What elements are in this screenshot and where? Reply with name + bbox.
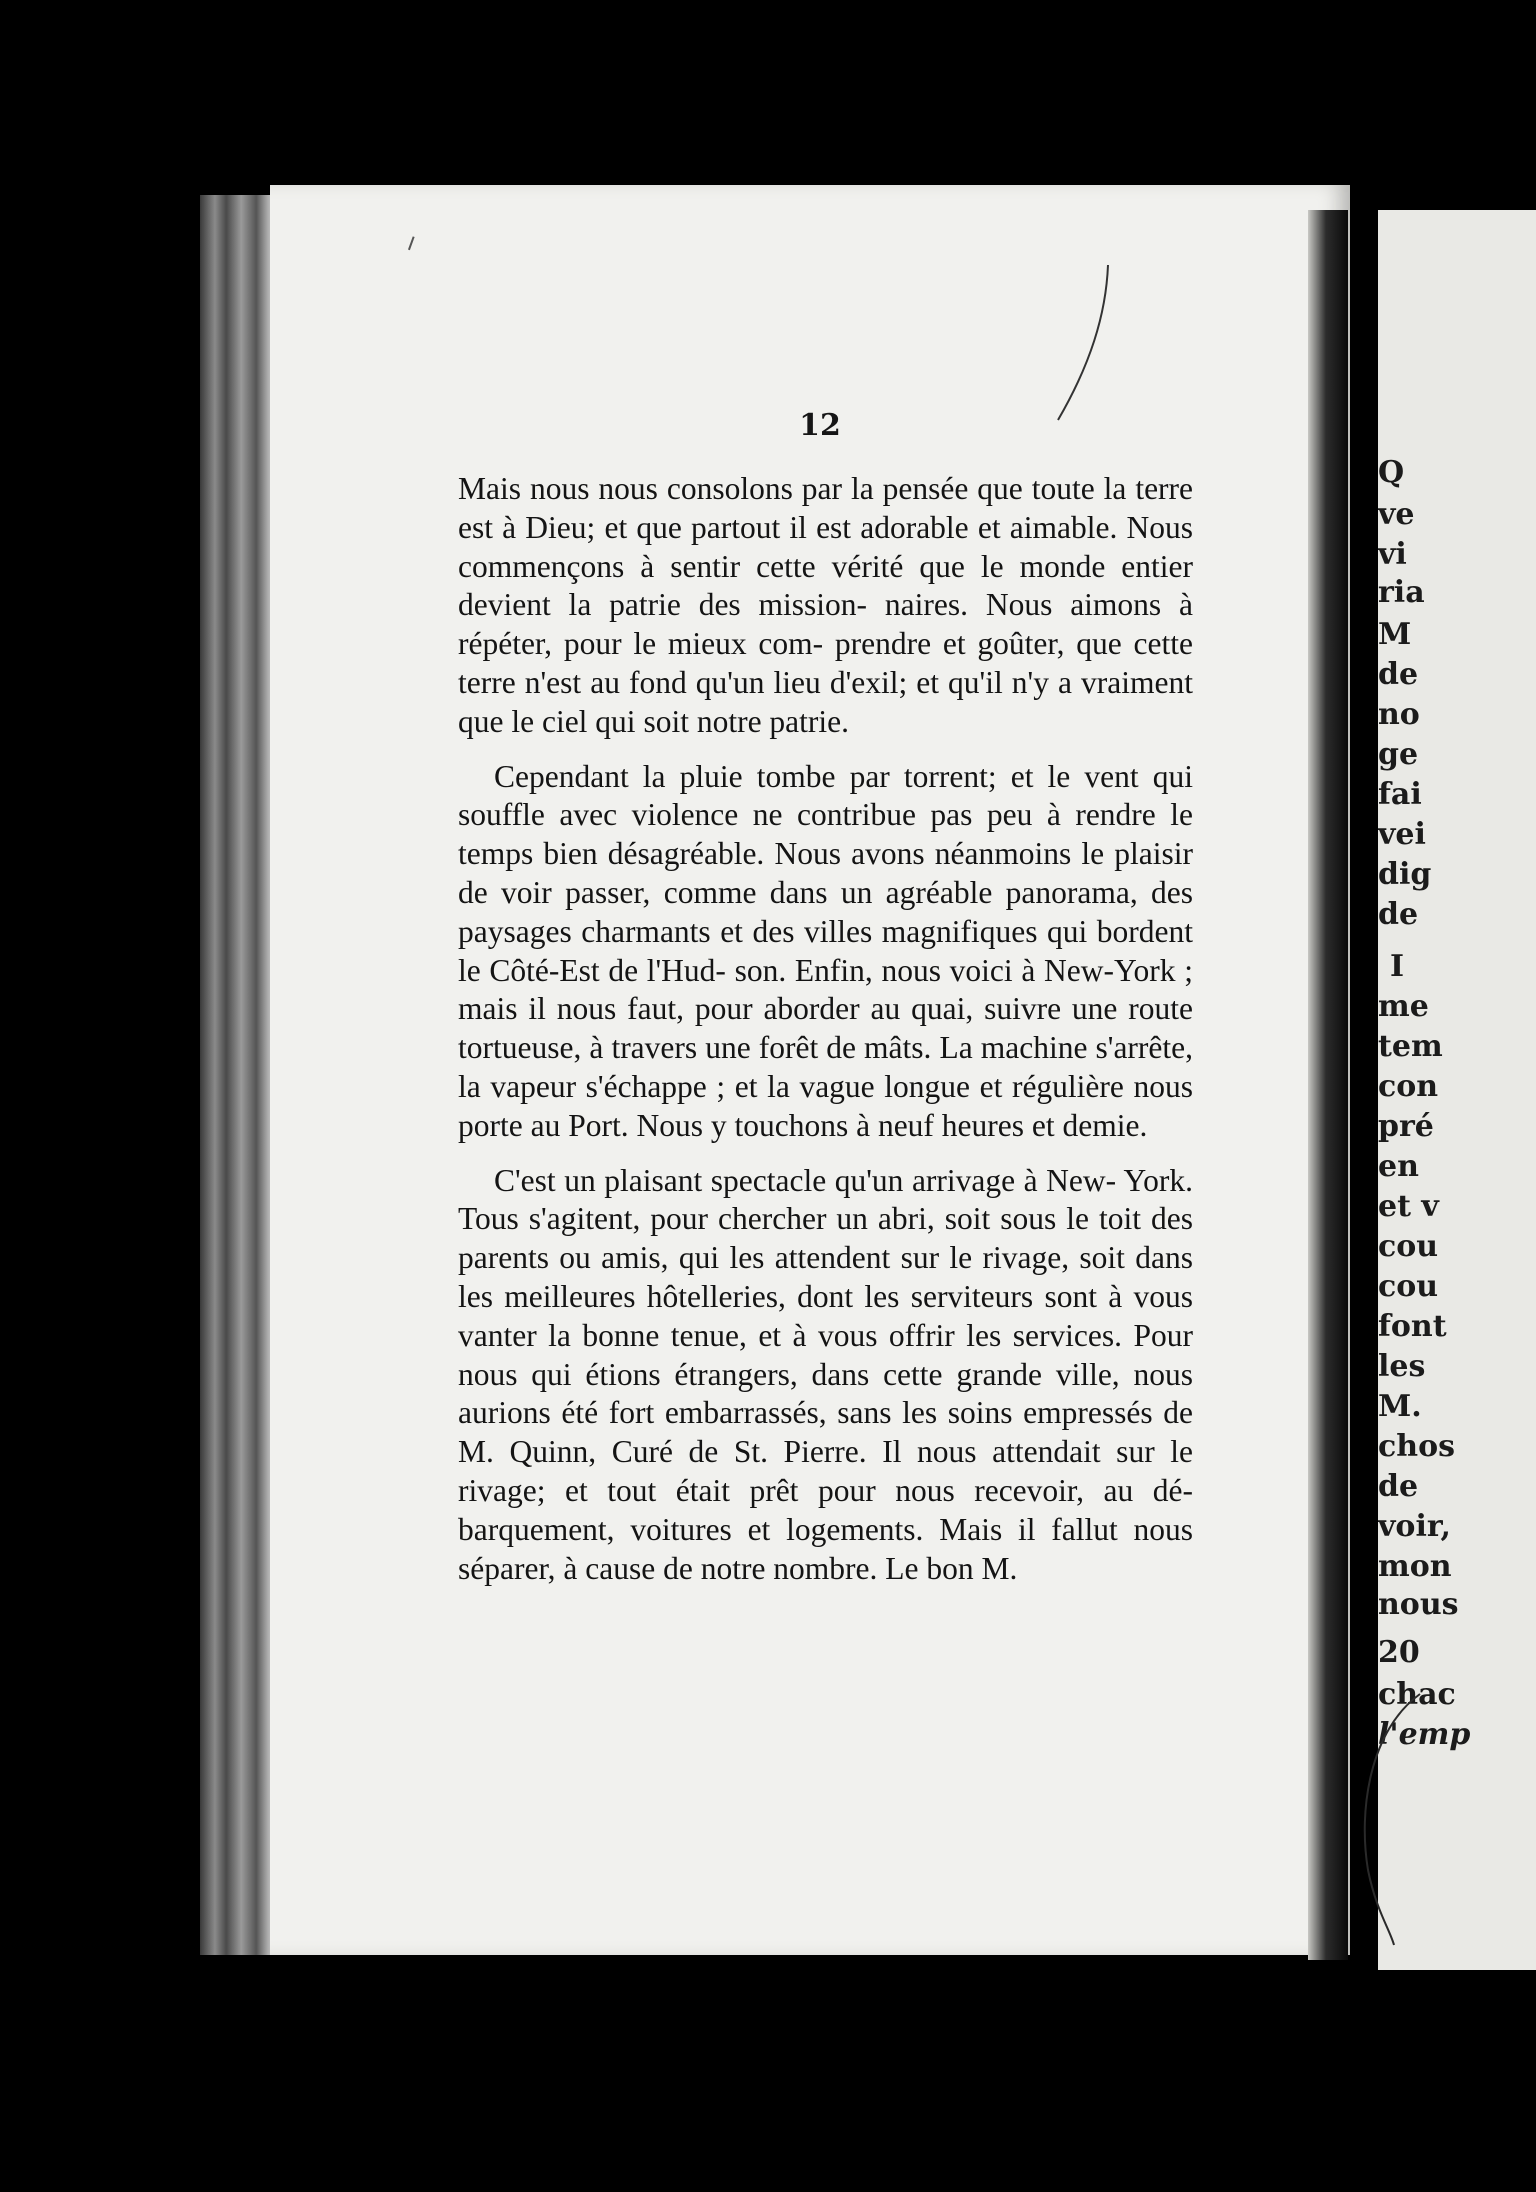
fragment-text: chac (1378, 1677, 1456, 1712)
text-line: barquement, voitures et logements. Mais il fallut (458, 1511, 1118, 1547)
text-line: agréable panorama, des paysages charmants et des (458, 874, 1194, 949)
fragment-text: I (1390, 949, 1405, 984)
text-line: C'est un plaisant spectacle qu'un arrivage à New- (494, 1162, 1117, 1198)
text-line: sous le toit des parents ou amis, qui les attendent (458, 1201, 1193, 1276)
text-line: vapeur s'échappe ; et la vague longue et régulière (490, 1068, 1124, 1104)
page-number: 12 (799, 408, 841, 443)
text-line: son. Enfin, nous voici à New-York ; mais il nous (458, 952, 1193, 1027)
text-line: fort embarrassés, sans les soins empressés de M. (458, 1395, 1193, 1470)
fragment-text: ve (1378, 497, 1415, 532)
fragment-text: vei (1378, 817, 1426, 852)
fragment-text: de (1378, 897, 1419, 932)
pencil-stroke-mark (1040, 255, 1120, 435)
fragment-text: les (1378, 1349, 1426, 1384)
text-line: à travers une forêt de mâts. La machine s'arrête, la (458, 1030, 1193, 1104)
book-gutter (1308, 210, 1348, 1960)
fragment-text: l'emp (1378, 1717, 1471, 1752)
text-line: soit notre patrie. (643, 703, 850, 739)
text-line: villes magnifiques qui bordent le Côté-Est de l'Hud- (458, 913, 1193, 988)
fragment-text: ge (1378, 737, 1419, 772)
text-line: nous porte au Port. Nous y touchons à neuf heures (458, 1068, 1194, 1143)
pencil-curve-mark (1350, 1690, 1430, 1950)
fragment-text: no (1378, 697, 1420, 732)
paragraph-3 (458, 1162, 1193, 1589)
fragment-text: et v (1378, 1189, 1439, 1224)
paragraph-1 (458, 470, 1193, 742)
fragment-text: de (1378, 657, 1419, 692)
fragment-text: fai (1378, 777, 1422, 812)
text-line: vent qui souffle avec violence ne contribue pas (458, 758, 1193, 833)
fragment-text: M (1378, 617, 1412, 652)
page-body-text (458, 470, 1193, 1588)
text-line: York. Tous s'agitent, pour chercher un abri, soit (458, 1162, 1193, 1237)
fragment-text: en (1378, 1149, 1419, 1184)
fragment-text: vi (1378, 537, 1407, 572)
text-line: et demie. (1031, 1107, 1148, 1143)
text-line: Mais nous nous consolons par la pensée que toute la (458, 471, 1127, 506)
text-line: et à vous offrir les services. Pour nous qui étions (458, 1317, 1193, 1392)
text-line: étrangers, dans cette grande ville, nous aurions été (458, 1356, 1193, 1431)
text-line: faut, pour aborder au quai, suivre une route tortueuse, (458, 991, 1193, 1066)
text-line: nous séparer, à cause de notre nombre. Le bon M. (458, 1511, 1194, 1586)
fragment-text: Q (1378, 455, 1405, 490)
text-line: Quinn, Curé de St. Pierre. Il nous attendait sur le (509, 1434, 1193, 1470)
fragment-text: pré (1378, 1109, 1434, 1144)
fragment-text: con (1378, 1069, 1439, 1104)
fragment-text: font (1378, 1309, 1447, 1344)
text-line: dont les serviteurs sont à vous vanter la bonne tenue, (458, 1278, 1194, 1353)
fragment-text: cou (1378, 1229, 1439, 1264)
fragment-text: tem (1378, 1029, 1443, 1064)
text-line: Cependant la pluie tombe par torrent; et le (494, 758, 1071, 794)
fragment-text: nous (1378, 1587, 1459, 1622)
text-line: prendre et goûter, que cette terre n'est au fond qu'un (458, 626, 1194, 700)
fragment-text: voir, (1378, 1509, 1451, 1544)
text-line: naires. Nous aimons à répéter, pour le mieux com- (458, 587, 1194, 662)
fragment-text: 20 (1378, 1635, 1420, 1670)
text-line: que le monde entier devient la patrie des mission- (458, 548, 1194, 623)
fragment-text: cou (1378, 1269, 1439, 1304)
text-line: aimable. Nous commençons à sentir cette vérité (458, 509, 1193, 584)
fragment-text: ria (1378, 575, 1425, 610)
fragment-text: mon (1378, 1549, 1452, 1584)
text-line: rivage; et tout était prêt pour nous recevoir, au dé- (458, 1472, 1193, 1508)
fragment-text: M. (1378, 1389, 1422, 1424)
paragraph-2 (458, 758, 1193, 1146)
fragment-text: dig (1378, 857, 1432, 892)
fragment-text: me (1378, 989, 1429, 1024)
text-line: terre est à Dieu; et que partout il est adorable et (458, 471, 1194, 545)
fragment-text: chos (1378, 1429, 1455, 1464)
text-line: néanmoins le plaisir de voir passer, comme dans un (458, 836, 1193, 910)
text-line: peu à rendre le temps bien désagréable. Nous avons (458, 797, 1194, 872)
fragment-text: de (1378, 1469, 1419, 1504)
book-page-edges (200, 195, 275, 1955)
text-line: sur le rivage, soit dans les meilleures hôtelleries, (458, 1240, 1194, 1314)
text-line: lieu d'exil; et qu'il n'y a vraiment que le ciel qui (458, 664, 1194, 739)
